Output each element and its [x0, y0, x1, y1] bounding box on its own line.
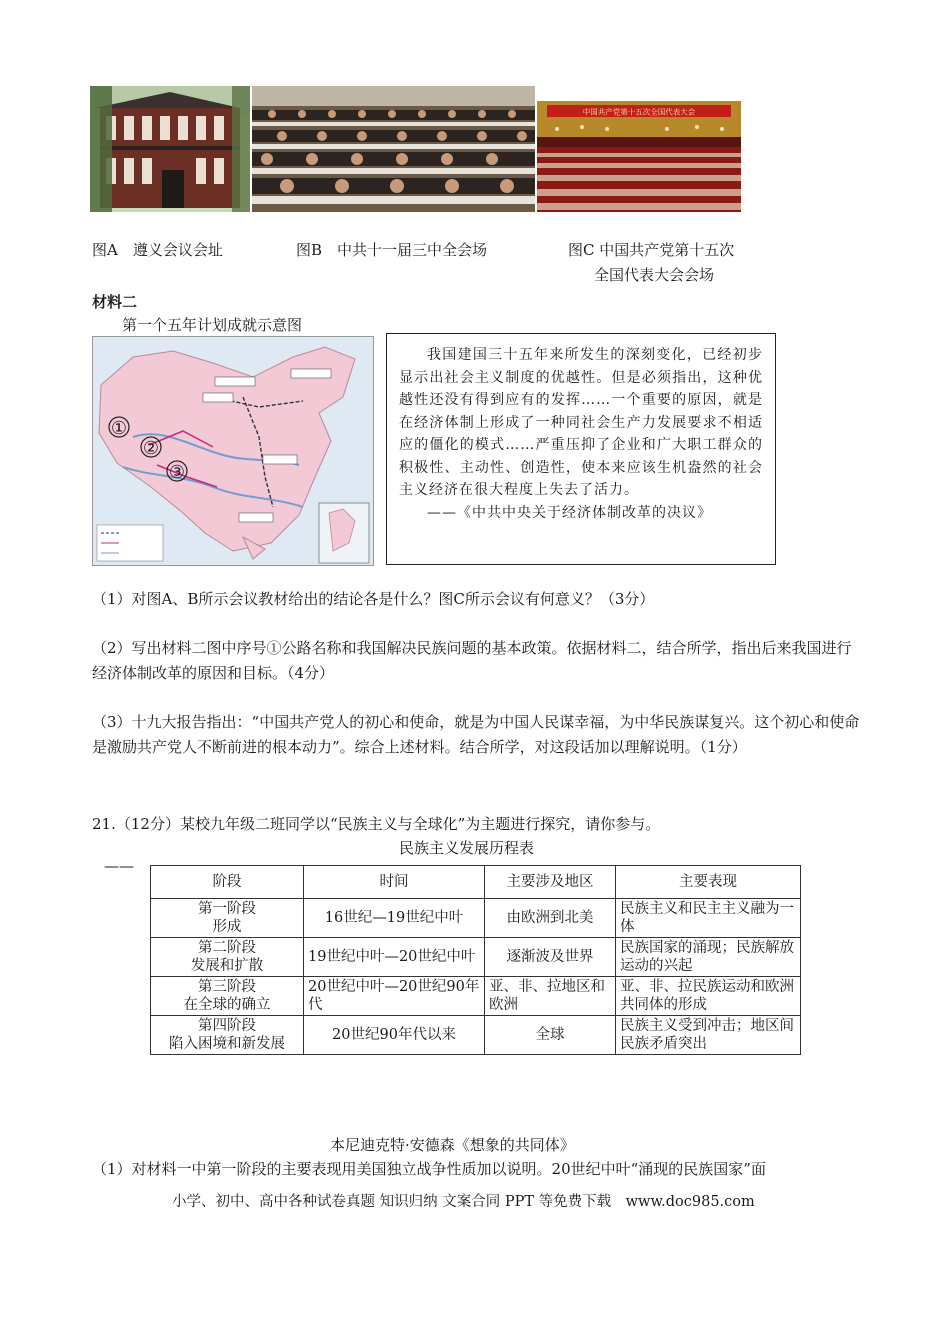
region-cell: 亚、非、拉地区和欧洲 — [485, 977, 616, 1016]
region-cell: 逐渐波及世界 — [485, 938, 616, 977]
stage-cell: 第二阶段 发展和扩散 — [151, 938, 304, 977]
time-cell: 20世纪90年代以来 — [304, 1016, 485, 1055]
source-attribution: 本尼迪克特·安德森《想象的共同体》 — [330, 1136, 575, 1154]
region-cell: 全球 — [485, 1016, 616, 1055]
stage-cell: 第一阶段 形成 — [151, 899, 304, 938]
stage-cell: 第三阶段 在全球的确立 — [151, 977, 304, 1016]
region-cell: 由欧洲到北美 — [485, 899, 616, 938]
table-row — [151, 938, 801, 977]
table-header-row — [151, 866, 801, 899]
footer-download-note: 小学、初中、高中各种试卷真题 知识归纳 文案合同 PPT 等免费下载 www.doc985.com — [172, 1194, 755, 1210]
performance-cell: 亚、非、拉民族运动和欧洲共同体的形成 — [616, 977, 801, 1016]
caption-figure-c-line1: 图C 中国共产党第十五次 — [568, 241, 735, 259]
header-time: 时间 — [304, 866, 485, 899]
caption-figure-a: 图A 遵义会议会址 — [92, 241, 223, 259]
reform-decision-quote-box — [386, 333, 776, 565]
five-year-plan-map — [92, 336, 374, 566]
table-title: 民族主义发展历程表 — [399, 839, 535, 857]
table-row — [151, 977, 801, 1016]
map-marker-1: ① — [110, 418, 128, 439]
table-row — [151, 1016, 801, 1055]
table-left-dash: —— — [104, 857, 134, 875]
performance-cell: 民族主义和民主主义融为一体 — [616, 899, 801, 938]
map-marker-3: ③ — [168, 462, 186, 483]
header-region: 主要涉及地区 — [485, 866, 616, 899]
header-stage: 阶段 — [151, 866, 304, 899]
stage-cell: 第四阶段 陷入困境和新发展 — [151, 1016, 304, 1055]
table-row — [151, 899, 801, 938]
quote-text: 我国建国三十五年来所发生的深刻变化，已经初步显示出社会主义制度的优越性。但是必须指出，这种优越性还没有得到应有的发挥……一个重要的原因，就是在经济体制上形成了一种同社会生产力发展要求不相适应的僵化的模式……严重压抑了企业和广大职工群众的积极性、主动性、创造性，使本来应该生机盎然的社会主义经济在很大程度上失去了活力。 — [399, 347, 763, 498]
question-3: （3）十九大报告指出：“中国共产党人的初心和使命，就是为中国人民谋幸福，为中华民族谋复兴。这个初心和使命是激励共产党人不断前进的根本动力”。综合上述材料。结合所学，对这段话加以理解说明。（1分） — [92, 713, 860, 756]
nationalism-history-table — [150, 865, 801, 1055]
question-21-intro: 21.（12分）某校九年级二班同学以“民族主义与全球化”为主题进行探究，请你参与。 — [92, 815, 661, 833]
caption-figure-c-line2: 全国代表大会会场 — [594, 266, 715, 284]
question-2: （2）写出材料二图中序号①公路名称和我国解决民族问题的基本政策。依据材料二，结合所学，指出后来我国进行经济体制改革的原因和目标。（4分） — [92, 639, 852, 682]
material-two-heading: 材料二 — [92, 293, 138, 311]
photo-third-plenary-session — [252, 86, 535, 212]
header-performance: 主要表现 — [616, 866, 801, 899]
performance-cell: 民族国家的涌现；民族解放运动的兴起 — [616, 938, 801, 977]
question-21-sub-1: （1）对材料一中第一阶段的主要表现用美国独立战争性质加以说明。20世纪中叶“涌现的民族国家”面 — [92, 1160, 766, 1178]
map-title: 第一个五年计划成就示意图 — [122, 316, 303, 334]
time-cell: 20世纪中叶—20世纪90年代 — [304, 977, 485, 1016]
performance-cell: 民族主义受到冲击；地区间民族矛盾突出 — [616, 1016, 801, 1055]
congress-banner-text: 中国共产党第十五次全国代表大会 — [582, 107, 696, 117]
caption-figure-b: 图B 中共十一届三中全会场 — [296, 241, 488, 259]
time-cell: 19世纪中叶—20世纪中叶 — [304, 938, 485, 977]
map-marker-2: ② — [142, 438, 160, 459]
time-cell: 16世纪—19世纪中叶 — [304, 899, 485, 938]
photo-zunyi-meeting-site — [90, 86, 250, 212]
quote-source: ——《中共中央关于经济体制改革的决议》 — [427, 504, 712, 521]
photo-fifteenth-congress-hall — [537, 101, 741, 212]
question-1: （1）对图A、B所示会议教材给出的结论各是什么？图C所示会议有何意义？（3分） — [92, 590, 655, 608]
